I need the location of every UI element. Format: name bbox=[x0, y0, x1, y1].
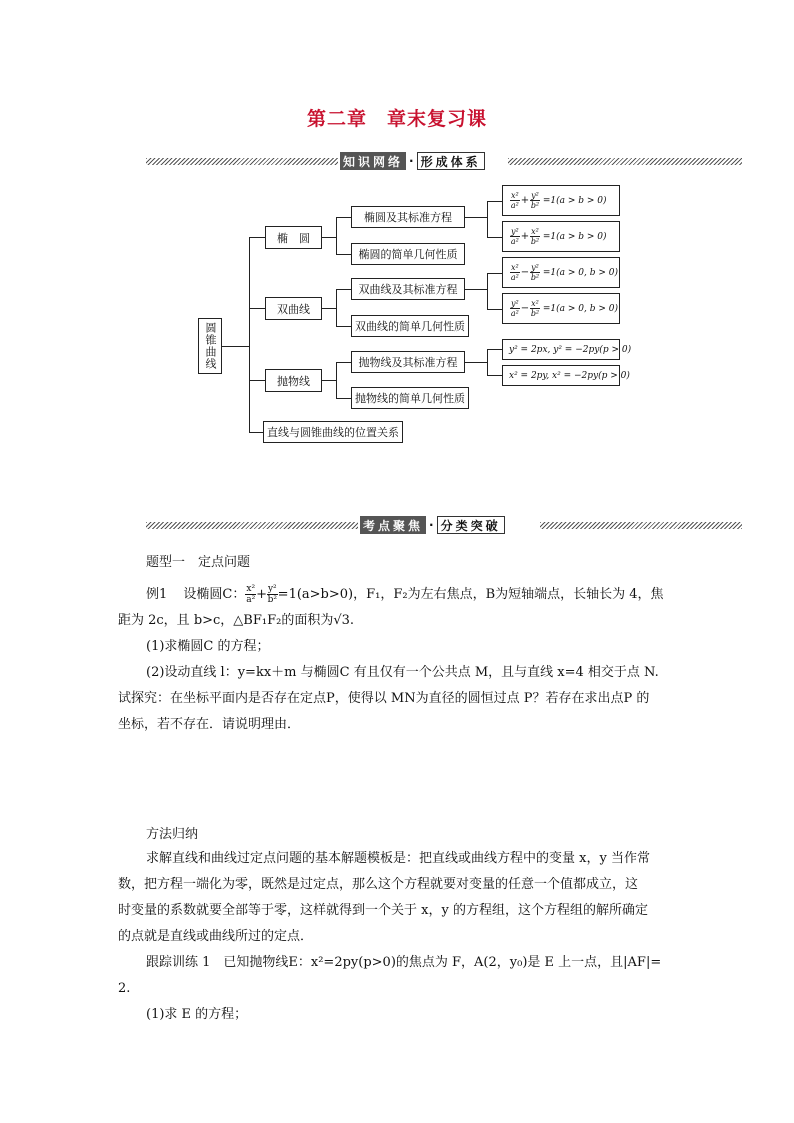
problem-section bbox=[118, 550, 716, 738]
question-2-line-2: 试探究：在坐标平面内是否存在定点P，使得以 MN为直径的圆恒过点 P？若存在求出点P 的 bbox=[118, 691, 650, 706]
sub-parabola-properties: 抛物线的简单几何性质 bbox=[351, 387, 469, 409]
page-title bbox=[0, 104, 794, 131]
sub-ellipse-equation: 椭圆及其标准方程 bbox=[351, 206, 465, 228]
question-2-line-1: (2)设动直线 l：y=kx＋m 与椭圆C 有且仅有一个公共点 M，且与直线 x=4 相交于点 N. bbox=[146, 665, 659, 680]
banner-right-text: 分类突破 bbox=[437, 516, 505, 534]
sub-hyperbola-properties: 双曲线的简单几何性质 bbox=[351, 315, 469, 337]
section-banner-knowledge: 知识网络 · 形成体系 bbox=[340, 152, 485, 170]
formula-parabola-y: y² = 2px, y² = −2py(p > 0) bbox=[502, 339, 620, 360]
sub-parabola-equation: 抛物线及其标准方程 bbox=[351, 351, 465, 373]
method-heading: 方法归纳 bbox=[146, 827, 199, 842]
follow-up-line-1: 跟踪训练 1 已知抛物线E：x²=2py(p>0)的焦点为 F，A(2，y₀)是 E 上一点，且|AF|= bbox=[146, 955, 662, 970]
branch-line-position: 直线与圆锥曲线的位置关系 bbox=[263, 421, 403, 443]
method-line-4: 的点就是直线或曲线所过的定点． bbox=[118, 929, 314, 944]
root-label: 圆锥曲线 bbox=[204, 322, 217, 370]
formula-ellipse-y: y² a² + $\frac{\text{x²}}{\text{b²}}$ =1(a > b > 0) bbox=[502, 221, 620, 252]
sub-ellipse-properties: 椭圆的简单几何性质 bbox=[351, 243, 465, 265]
chapter-label: 第二章 bbox=[306, 108, 367, 130]
hatch-right-2 bbox=[540, 522, 742, 529]
method-section bbox=[118, 822, 718, 950]
example-line-2: 距为 2c，且 b>c，△BF₁F₂的面积为√3. bbox=[118, 613, 355, 628]
method-line-3: 时变量的系数就要全部等于零，这样就得到一个关于 x，y 的方程组，这个方程组的解所确定 bbox=[118, 903, 648, 918]
hatch-left-1 bbox=[146, 158, 338, 165]
example-line-1: 例1 设椭圆C： $\frac{\text{x²}}{\text{a²}}$ + $\frac{\text{y²}}{\text{b²}}$ =1(a>b>0)，F₁，F₂为左右焦点，B为短轴端点，长轴长为 4，焦 bbox=[146, 584, 664, 605]
hatch-left-2 bbox=[146, 522, 358, 529]
formula-hyperbola-y: y² a² − $\frac{\text{x²}}{\text{b²}}$ =1(a > 0, b > 0) bbox=[502, 293, 620, 324]
follow-up-section bbox=[118, 950, 718, 1028]
formula-ellipse-x: x² a² + $\frac{\text{y²}}{\text{b²}}$ =1(a > b > 0) bbox=[502, 185, 620, 216]
type-heading: 题型一 定点问题 bbox=[146, 555, 251, 570]
banner-left-text: 考点聚焦 bbox=[360, 516, 426, 534]
question-2-line-3: 坐标，若不存在．请说明理由． bbox=[118, 717, 301, 732]
branch-parabola: 抛物线 bbox=[265, 369, 322, 392]
example-label: 例1 bbox=[146, 587, 168, 602]
branch-ellipse: 椭 圆 bbox=[265, 226, 322, 249]
question-1: (1)求椭圆C 的方程； bbox=[146, 639, 270, 654]
section-label: 章末复习课 bbox=[387, 108, 488, 130]
formula-parabola-x: x² = 2py, x² = −2py(p > 0) bbox=[502, 365, 620, 386]
formula-hyperbola-x: x² a² − $\frac{\text{y²}}{\text{b²}}$ =1(a > 0, b > 0) bbox=[502, 257, 620, 288]
method-line-2: 数，把方程一端化为零，既然是过定点，那么这个方程就要对变量的任意一个值都成立，这 bbox=[118, 877, 639, 892]
method-line-1: 求解直线和曲线过定点问题的基本解题模板是：把直线或曲线方程中的变量 x，y 当作常 bbox=[146, 851, 650, 866]
follow-up-line-2: 2. bbox=[118, 981, 131, 996]
section-banner-focus: 考点聚焦 · 分类突破 bbox=[360, 516, 505, 534]
banner-right-text: 形成体系 bbox=[417, 152, 485, 170]
follow-up-question-1: (1)求 E 的方程； bbox=[146, 1007, 248, 1022]
banner-left-text: 知识网络 bbox=[340, 152, 406, 170]
sub-hyperbola-equation: 双曲线及其标准方程 bbox=[351, 278, 465, 300]
hatch-right-1 bbox=[508, 158, 742, 165]
root-node bbox=[198, 318, 222, 374]
branch-hyperbola: 双曲线 bbox=[265, 297, 322, 320]
